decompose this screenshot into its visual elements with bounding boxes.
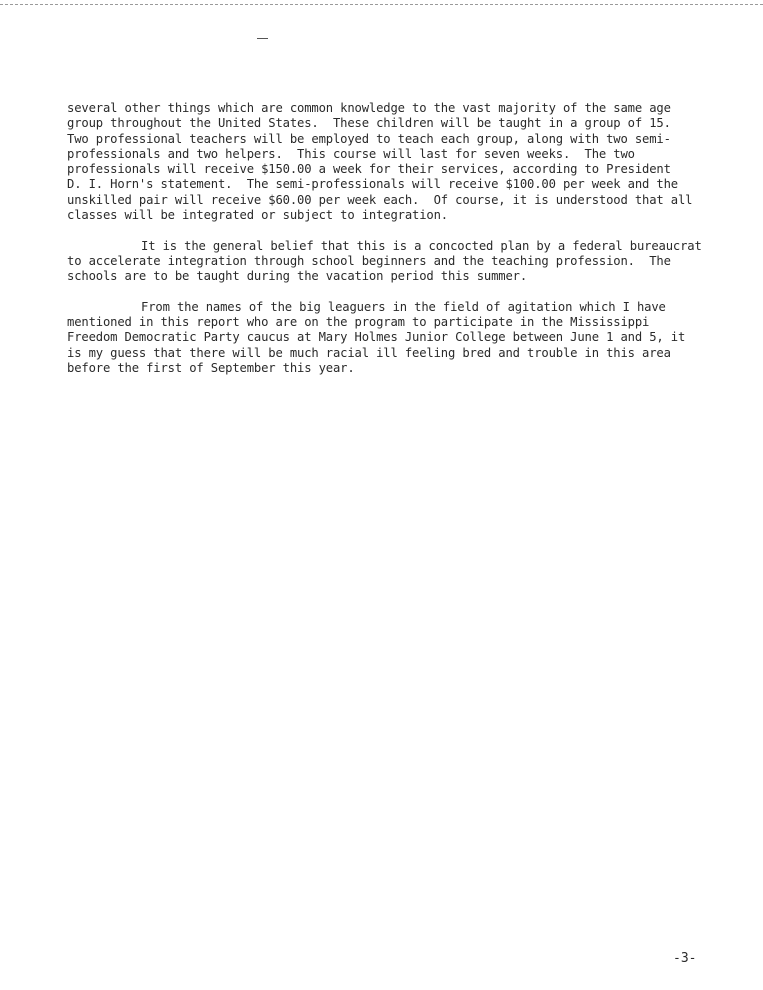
text-line: group throughout the United States. These children will be taught in a group of 15. — [67, 116, 671, 131]
paragraph-gap — [67, 285, 747, 300]
text-line: Freedom Democratic Party caucus at Mary Holmes Junior College between June 1 and 5, it — [67, 330, 686, 345]
paragraph-3 — [67, 300, 747, 376]
text-line: schools are to be taught during the vacation period this summer. — [67, 269, 527, 284]
text-line: classes will be integrated or subject to integration. — [67, 208, 448, 223]
text-line: before the first of September this year. — [67, 361, 355, 376]
text-line: Two professional teachers will be employed to teach each group, along with two semi- — [67, 131, 671, 146]
text-line: is my guess that there will be much racial ill feeling bred and trouble in this area — [67, 345, 671, 360]
page-number: -3- — [673, 951, 697, 966]
text-line: It is the general belief that this is a concocted plan by a federal bureaucrat — [141, 238, 702, 253]
text-line: From the names of the big leaguers in the field of agitation which I have — [141, 299, 666, 314]
text-line: D. I. Horn's statement. The semi-professionals will receive $100.00 per week and the — [67, 177, 678, 192]
paragraph-2 — [67, 239, 747, 285]
text-line: professionals will receive $150.00 a week for their services, according to President — [67, 162, 671, 177]
paragraph-gap — [67, 223, 747, 238]
text-line: unskilled pair will receive $60.00 per week each. Of course, it is understood that all — [67, 192, 693, 207]
text-line: professionals and two helpers. This course will last for seven weeks. The two — [67, 146, 635, 161]
paragraph-1 — [67, 101, 747, 223]
text-line: mentioned in this report who are on the program to participate in the Mississippi — [67, 315, 650, 330]
document-body — [67, 101, 747, 376]
text-line: several other things which are common knowledge to the vast majority of the same age — [67, 101, 671, 115]
stray-mark — [257, 38, 268, 39]
page-top-edge — [0, 4, 763, 5]
text-line: to accelerate integration through school beginners and the teaching profession. The — [67, 253, 671, 268]
